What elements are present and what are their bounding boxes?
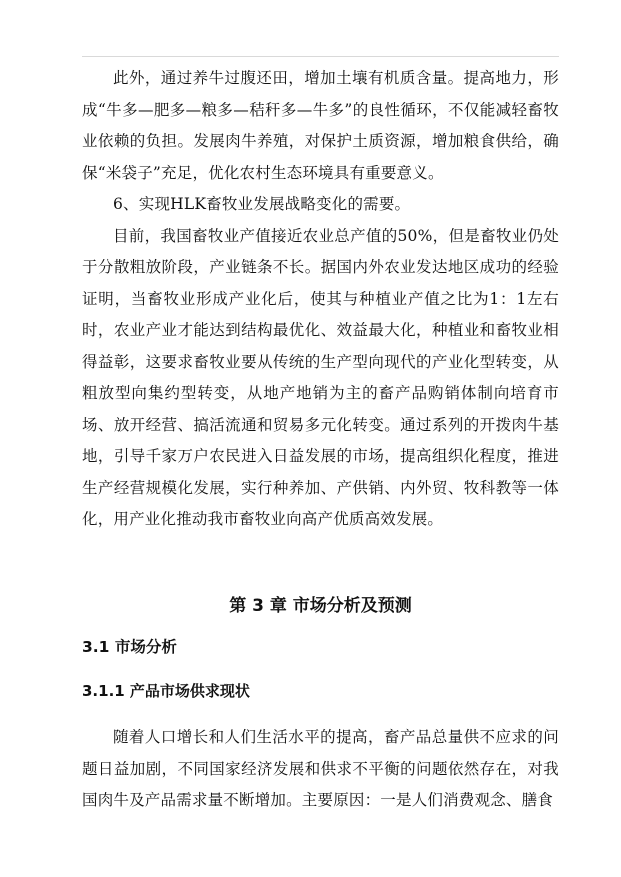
body-text-bottom xyxy=(82,722,559,817)
section-title: 3.1 市场分析 xyxy=(82,638,177,656)
paragraph-soil-fertility: 此外，通过养牛过腹还田，增加土壤有机质含量。提高地力，形成“牛多—肥多—粮多—秸秆多—牛多”的良性循环，不仅能减轻畜牧业依赖的负担。发展肉牛养殖，对保护土质资源，增加粮食供给，确保“米袋子”充足，优化农村生态环境具有重要意义。 xyxy=(82,69,559,182)
paragraph-strategy-heading: 6、实现HLK畜牧业发展战略变化的需要。 xyxy=(113,195,411,213)
subsection-title: 3.1.1 产品市场供求现状 xyxy=(82,682,250,700)
paragraph-industrialization: 目前，我国畜牧业产值接近农业总产值的50%，但是畜牧业仍处于分散粗放阶段，产业链条不长。据国内外农业发达地区成功的经验证明，当畜牧业形成产业化后，使其与种植业产值之比为1：1左右时，农业产业才能达到结构最优化、效益最大化，种植业和畜牧业相得益彰，这要求畜牧业要从传统的生产型向现代的产业化型转变，从粗放型向集约型转变，从地产地销为主的畜产品购销体制向培育市场、放开经营、搞活流通和贸易多元化转变。通过系列的开拨肉牛基地，引导千家万户农民进入日益发展的市场，提高组织化程度，推进生产经营规模化发展，实行种养加、产供销、内外贸、牧科教等一体化，用产业化推动我市畜牧业向高产优质高效发展。 xyxy=(82,226,559,528)
body-text-top xyxy=(82,63,559,536)
header-rule xyxy=(82,56,559,57)
paragraph-supply-demand: 随着人口增长和人们生活水平的提高，畜产品总量供不应求的问题日益加剧，不同国家经济发展和供求不平衡的问题依然存在，对我国肉牛及产品需求量不断增加。主要原因：一是人们消费观念、膳食 xyxy=(82,728,559,809)
chapter-title: 第 3 章 市场分析及预测 xyxy=(229,596,412,616)
